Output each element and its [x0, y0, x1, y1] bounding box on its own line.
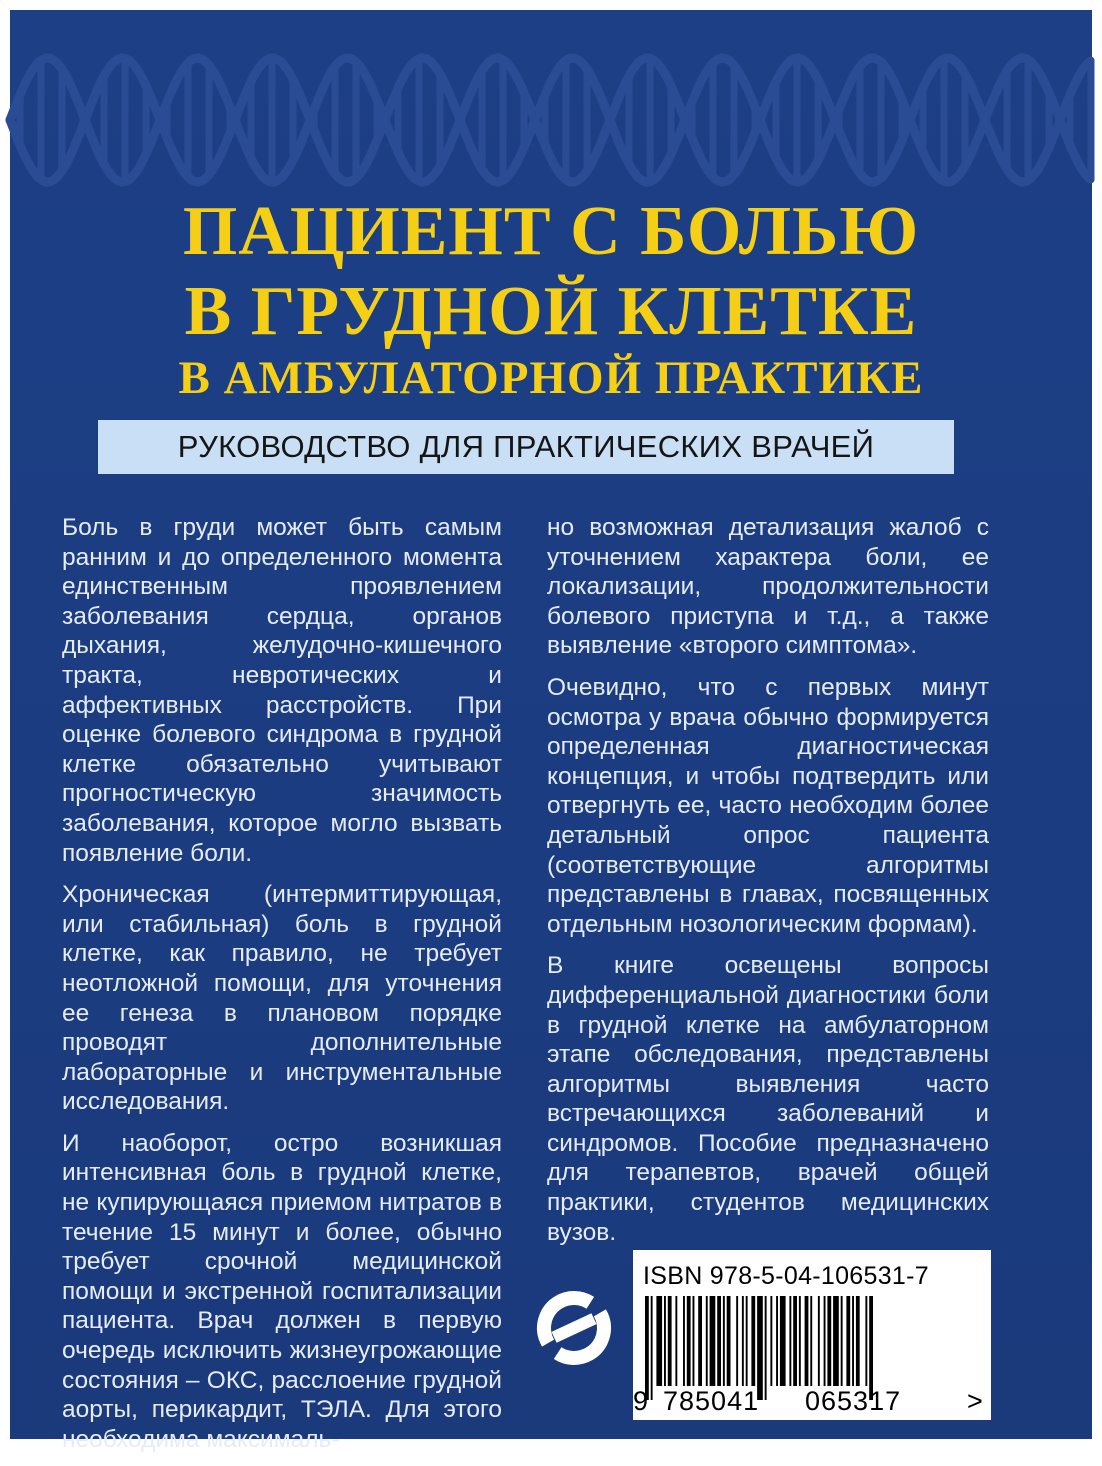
barcode-digit-end-mark: > — [967, 1386, 984, 1416]
body-paragraph: И наоборот, остро возникшая интенсивная боль в грудной клетке, не купирующаяся приемом нитратов в течение 15 минут и более, обычно требует срочной медицинской помощи и экстренной госпитализации пациента. Врач должен в первую очередь исключить жизнеугрожающие состояния – ОКС, расслоение грудной аорты, перикардит, ТЭЛА. Для этого необходима максималь- — [62, 1129, 502, 1453]
barcode-bar — [810, 1296, 812, 1386]
barcode-bar — [675, 1296, 677, 1386]
barcode-bar — [856, 1296, 860, 1386]
body-text-left-column — [62, 513, 502, 1466]
body-paragraph: но возможная детализация жалоб с уточнением характера боли, ее локализации, продолжительности болевого приступа и т.д., а также выявление «второго симптома». — [547, 514, 989, 660]
body-paragraph: Хроническая (интермиттирующая, или стабильная) боль в грудной клетке, как правило, не требует неотложной помощи, для уточнения ее генеза в плановом порядке проводят дополнительные лабораторные и инструментальные исследования. — [62, 881, 502, 1116]
barcode-bar — [746, 1296, 748, 1386]
barcode-bar — [664, 1296, 666, 1386]
barcode-bar — [757, 1296, 763, 1400]
subtitle-text: РУКОВОДСТВО ДЛЯ ПРАКТИЧЕСКИХ ВРАЧЕЙ — [177, 429, 875, 464]
barcode-bar — [751, 1296, 755, 1386]
body-paragraph: Боль в груди может быть самым ранним и до определенного момента единственным проявлением заболевания сердца, органов дыхания, желудочно-кишечного тракта, невротических и аффективных расстройств. При оценке болевого синдрома в грудной клетке обязательно учитывают прогностическую значимость заболевания, которое могло вызвать появление боли. — [62, 514, 502, 867]
barcode-bar — [824, 1296, 826, 1386]
isbn-number: ISBN 978-5-04-106531-7 — [643, 1262, 929, 1290]
barcode-bar — [736, 1296, 738, 1386]
barcode-bar — [869, 1296, 873, 1400]
book-title-line-2: В ГРУДНОЙ КЛЕТКЕ — [184, 273, 918, 350]
barcode-digit-group-1: 785041 — [663, 1386, 760, 1416]
barcode-bar — [846, 1296, 850, 1386]
barcode-bar — [833, 1296, 839, 1386]
barcode-bar — [706, 1296, 708, 1386]
barcode-bar — [683, 1296, 685, 1386]
barcode-bar — [693, 1296, 695, 1386]
barcode-digit-group-2: 065317 — [805, 1386, 902, 1416]
barcode-bar — [770, 1296, 772, 1386]
barcode-bar — [668, 1296, 672, 1386]
barcode-bar — [827, 1296, 831, 1386]
book-back-cover — [10, 10, 1092, 1453]
barcode-bar — [765, 1296, 767, 1400]
body-paragraph: В книге освещены вопросы дифференциальной диагностики боли в грудной клетке на амбулаторном этапе обследования, представлены алгоритмы выявления часто встречающихся заболеваний и синдромов. Пособие предназначено для терапевтов, врачей общей практики, студентов медицинских вузов. — [547, 952, 989, 1246]
book-title-line-3: В АМБУЛАТОРНОЙ ПРАКТИКЕ — [178, 352, 924, 404]
barcode-bar — [651, 1296, 653, 1400]
eksmo-logo-icon — [538, 1283, 610, 1373]
isbn-barcode-box — [633, 1250, 991, 1420]
barcode-bar — [742, 1296, 744, 1386]
barcode-bar — [793, 1296, 797, 1386]
barcode-icon — [645, 1296, 963, 1400]
barcode-bar — [645, 1296, 649, 1400]
barcode-bar — [780, 1296, 786, 1386]
barcode-bar — [818, 1296, 820, 1386]
barcode-bar — [717, 1296, 721, 1386]
body-text-right-column — [547, 513, 989, 1259]
barcode-bar — [841, 1296, 843, 1386]
barcode-bar — [727, 1296, 731, 1386]
barcode-bar — [799, 1296, 801, 1386]
barcode-bar — [656, 1296, 662, 1386]
barcode-bar — [852, 1296, 854, 1386]
barcode-bar — [776, 1296, 778, 1386]
barcode-bar — [710, 1296, 716, 1386]
barcode-bar — [789, 1296, 791, 1386]
body-paragraph: Очевидно, что с первых минут осмотра у врача обычно формируется определенная диагностическая концепция, и чтобы подтвердить или отвергнуть ее, часто необходим более детальный опрос пациента (соответствующие алгоритмы представлены в главах, посвященных отдельным нозологическим формам). — [547, 673, 989, 938]
barcode-bar — [723, 1296, 725, 1386]
dna-helix-icon — [10, 40, 1092, 200]
barcode-bar — [805, 1296, 809, 1386]
barcode-bar — [687, 1296, 691, 1386]
subtitle-banner — [98, 420, 954, 474]
book-title-line-1: ПАЦИЕНТ С БОЛЬЮ — [182, 193, 920, 270]
barcode-bar — [698, 1296, 702, 1386]
barcode-bar — [865, 1296, 867, 1386]
barcode-digit-prefix: 9 — [633, 1386, 650, 1416]
